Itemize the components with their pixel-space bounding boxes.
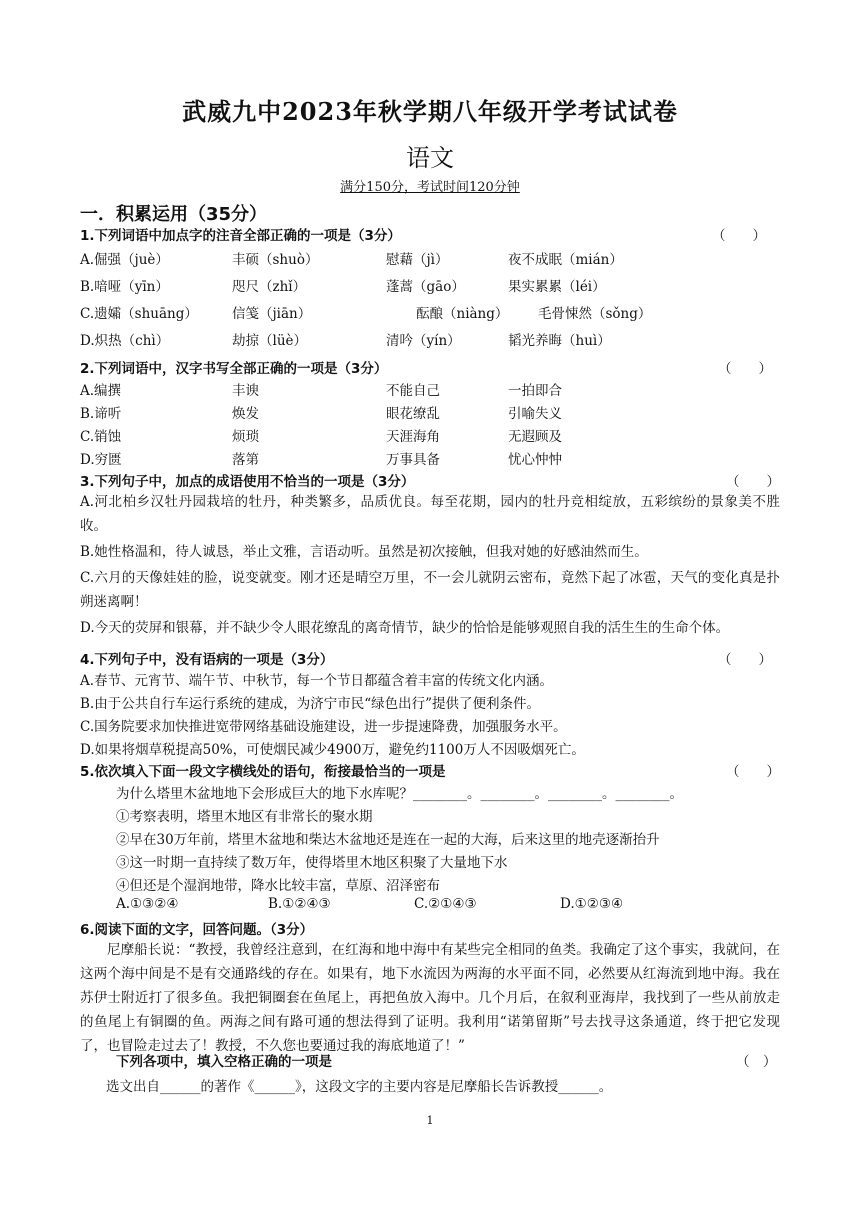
subject-title: 语文 xyxy=(406,144,454,172)
q5-item-1: ①考察表明，塔里木地区有非常长的聚水期 xyxy=(116,809,373,825)
q5-choice-b: B.①②④③ xyxy=(268,896,331,912)
answer-blank: （ ） xyxy=(718,361,772,377)
q5-choice-a: A.①③②④ xyxy=(116,896,179,912)
q1-option-b: B.喑哑（yīn） xyxy=(80,279,169,295)
q1-option-a: A.倔强（juè） xyxy=(80,252,169,268)
q1-option-c: C.遗孀（shuāng） xyxy=(80,306,198,322)
q1-option-b-2: 咫尺（zhǐ） xyxy=(232,279,307,295)
q5-choice-c: C.②①④③ xyxy=(414,896,477,912)
question-3-stem: 3.下列句子中，加点的成语使用不恰当的一项是（3分） xyxy=(80,474,415,490)
q1-option-b-4: 果实累累（léi） xyxy=(508,279,606,295)
score-time-note: 满分150分，考试时间120分钟 xyxy=(340,180,520,195)
q1-option-a-3: 慰藉（jì） xyxy=(386,252,449,268)
q2-option-a-4: 一拍即合 xyxy=(508,383,562,399)
q2-option-b-2: 焕发 xyxy=(232,406,259,422)
q2-option-c: C.销蚀 xyxy=(80,429,122,445)
q6-subquestion: 下列各项中，填入空格正确的一项是 xyxy=(116,1054,332,1070)
q4-option-d: D.如果将烟草税提高50%，可使烟民减少4900万，避免约1100万人不因吸烟死亡。 xyxy=(80,742,585,758)
q3-option-d: D.今天的荧屏和银幕，并不缺少令人眼花缭乱的离奇情节，缺少的恰恰是能够观照自我的活生生的生命个体。 xyxy=(80,620,730,636)
answer-blank: （ ） xyxy=(718,652,772,668)
q3-option-a: A.河北柏乡汉牡丹园栽培的牡丹，种类繁多，品质优良。每至花期，园内的牡丹竞相绽放，五彩缤纷的景象美不胜收。 xyxy=(80,494,780,534)
answer-blank: （ ） xyxy=(712,228,766,244)
q2-option-a-3: 不能自己 xyxy=(386,383,440,399)
q5-choice-d: D.①②③④ xyxy=(560,896,624,912)
q6-passage: 尼摩船长说：“教授，我曾经注意到，在红海和地中海中有某些完全相同的鱼类。我确定了这个事实，我就问，在这两个海中间是不是有交通路线的存在。如果有，地下水流因为两海的水平面不同，必然要从红海流到地中海。我在苏伊士附近打了很多鱼。我把铜圈套在鱼尾上，再把鱼放入海中。几个月后，在叙利亚海岸，我找到了一些从前放走的鱼尾上有铜圈的鱼。两海之间有路可通的想法得到了证明。我利用“诺第留斯”号去找寻这条通道，终于把它发现了，也冒险走过去了！教授，不久您也要通过我的海底地道了！” xyxy=(80,942,780,1054)
question-4-stem: 4.下列句子中，没有语病的一项是（3分） xyxy=(80,652,334,668)
q2-option-c-4: 无遐顾及 xyxy=(508,429,562,445)
q4-option-b: B.由于公共自行车运行系统的建成，为济宁市民“绿色出行”提供了便利条件。 xyxy=(80,696,541,712)
q5-lead: 为什么塔里木盆地地下会形成巨大的地下水库呢？________。________。________。________。 xyxy=(116,786,683,802)
q4-option-a: A.春节、元宵节、端午节、中秋节，每一个节日都蕴含着丰富的传统文化内涵。 xyxy=(80,673,554,689)
section-heading: 一．积累运用（35分） xyxy=(80,204,268,225)
question-5-stem: 5.依次填入下面一段文字横线处的语句，衔接最恰当的一项是 xyxy=(80,764,446,780)
q2-option-a-2: 丰谀 xyxy=(232,383,259,399)
q6-fill-blank: 选文出自______的著作《______》，这段文字的主要内容是尼摩船长告诉教授______。 xyxy=(106,1079,613,1095)
question-6-stem: 6.阅读下面的文字，回答问题。（3分） xyxy=(80,922,314,938)
q1-option-d-4: 韬光养晦（huì） xyxy=(508,333,611,349)
q1-option-c-3: 酝酿（niàng） xyxy=(416,306,509,322)
q1-option-b-3: 蓬蒿（gāo） xyxy=(386,279,465,295)
question-1-stem: 1.下列词语中加点字的注音全部正确的一项是（3分） xyxy=(80,228,401,244)
q2-option-d: D.穷匮 xyxy=(80,452,122,468)
q1-option-d-3: 清吟（yín） xyxy=(386,333,461,349)
q1-option-d-2: 劫掠（lüè） xyxy=(232,333,308,349)
q2-option-c-3: 天涯海角 xyxy=(386,429,440,445)
q2-option-d-2: 落第 xyxy=(232,452,259,468)
q1-option-d: D.炽热（chì） xyxy=(80,333,170,349)
q2-option-a: A.编撰 xyxy=(80,383,122,399)
answer-blank: （ ） xyxy=(726,474,780,490)
q2-option-b: B.谛听 xyxy=(80,406,122,422)
question-2-stem: 2.下列词语中，汉字书写全部正确的一项是（3分） xyxy=(80,361,388,377)
answer-blank: （ ） xyxy=(726,764,780,780)
q1-option-a-2: 丰硕（shuò） xyxy=(232,252,319,268)
q5-item-3: ③这一时期一直持续了数万年，使得塔里木地区积聚了大量地下水 xyxy=(116,855,508,871)
q1-option-c-4: 毛骨悚然（sǒng） xyxy=(538,306,652,322)
q1-option-a-4: 夜不成眠（mián） xyxy=(508,252,623,268)
q3-option-b: B.她性格温和，待人诚恳，举止文雅，言语动听。虽然是初次接触，但我对她的好感油然而生。 xyxy=(80,544,648,560)
q2-option-d-3: 万事具备 xyxy=(386,452,440,468)
q2-option-b-4: 引喻失义 xyxy=(508,406,562,422)
q5-item-2: ②早在30万年前，塔里木盆地和柴达木盆地还是连在一起的大海，后来这里的地壳逐渐抬升 xyxy=(116,832,660,848)
exam-title: 武威九中2023年秋学期八年级开学考试试卷 xyxy=(182,97,678,126)
q2-option-c-2: 烦琐 xyxy=(232,429,259,445)
answer-blank: （ ） xyxy=(736,1054,777,1070)
q1-option-c-2: 信笺（jiān） xyxy=(232,306,312,322)
q3-option-c: C.六月的天像娃娃的脸，说变就变。刚才还是晴空万里，不一会儿就阴云密布，竟然下起了冰雹，天气的变化真是扑朔迷离啊！ xyxy=(80,570,780,610)
page-number: 1 xyxy=(426,1114,434,1127)
q2-option-b-3: 眼花缭乱 xyxy=(386,406,440,422)
q5-item-4: ④但还是个湿润地带，降水比较丰富，草原、沼泽密布 xyxy=(116,878,440,894)
q4-option-c: C.国务院要求加快推进宽带网络基础设施建设，进一步提速降费，加强服务水平。 xyxy=(80,719,567,735)
q2-option-d-4: 忧心忡忡 xyxy=(508,452,562,468)
